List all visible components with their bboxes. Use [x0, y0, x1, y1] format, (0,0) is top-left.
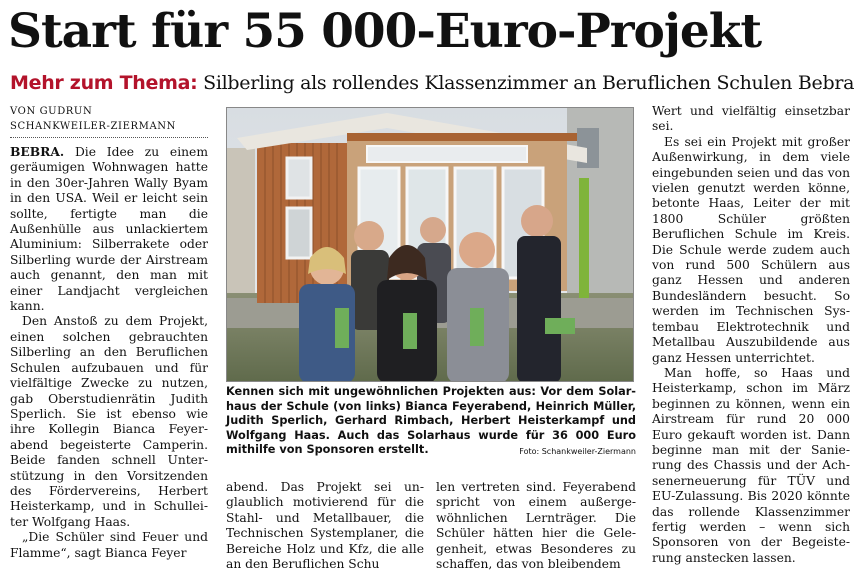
caption-text: Kennen sich mit ungewöhnlichen Projekten aus: Vor dem Solarhaus der Schule (von links) Bianca Feyerabend, Heinrich Müller, Judith Sperlich, Gerhard Rimbach, Herbert Heisterkampf und Wolfgang Haas. Auch das Solarhaus wurde für 36 000 Euro mithilfe von Sponsoren erstellt.: [226, 385, 636, 457]
photo-caption: [226, 385, 636, 460]
photo-illustration: [227, 108, 634, 382]
headline: Start für 55 000-Euro-Projekt: [8, 4, 762, 59]
byline-line-1: VON GUDRUN: [10, 106, 93, 117]
column-3: [436, 480, 636, 572]
byline-line-2: SCHANKWEILER-ZIERMANN: [10, 121, 176, 132]
paragraph: [10, 144, 208, 314]
paragraph: Den Anstoß zu dem Projekt, einen solchen gebrauchten Silberling an den Beruflichen Schulen aufzubauen und für vielfältige Zwecke zu nutzen, gab Oberstudienrätin Judith Sperlich. Sie ist ebenso wie ihre Kollegin Bianca Feyerabend begeisterte Camperin. Beide fanden schnell Unterstützung in den Vorsitzenden des Fördervereins, Herbert Heisterkamp, und in Schulleiter Wolfgang Haas.: [10, 314, 208, 529]
subheadline-text: Silberling als rollendes Klassenzimmer an Beruflichen Schulen Bebra: [197, 72, 855, 94]
dateline: BEBRA.: [10, 144, 65, 159]
paragraph: „Die Schüler sind Feuer und Flamme“, sagt Bianca Feyer: [10, 530, 208, 560]
article-photo: [226, 107, 634, 382]
subheadline-kicker: Mehr zum Thema:: [10, 72, 198, 94]
paragraph-text: Die Idee zu einem geräumigen Wohnwagen hatte in den 30er-Jahren Wally Byam in den USA. Weil er leicht sein sollte, fertigte man die Außenhülle aus unlackiertem Aluminium: Silberrakete oder Silberling wurde der Airstream auch genannt, den man mit einer Landjacht vergleichen kann.: [10, 145, 208, 314]
paragraph: len vertreten sind. Feyerabend spricht von einem außergewöhnlichen Lernträger. Die Schüler hätten hier die Gelegenheit, etwas Besonderes zu schaffen, das von bleibendem: [436, 480, 636, 572]
column-1: [10, 104, 208, 561]
paragraph: Es sei ein Projekt mit großer Außenwirkung, in dem viele eingebunden seien und das von vielen genutzt werden könne, betonte Haas, Leiter der mit 1800 Schüler größten Beruflichen Schule im Kreis. Die Schule werde zudem auch von rund 500 Schülern aus ganz Hessen und anderen Bundesländern besucht. So werden im Technischen Systembau Elektrotechnik und Metallbau Auszubildende aus ganz Hessen unterrichtet.: [652, 134, 850, 365]
paragraph: Wert und vielfältig einsetzbar sei.: [652, 104, 850, 134]
paragraph: abend. Das Projekt sei unglaublich motivierend für die Stahl- und Metallbauer, die Technischen Systemplaner, die Bereiche Holz und Kfz, die alle an den Beruflichen Schu: [226, 480, 424, 572]
column-2: [226, 480, 424, 572]
photo-credit: Foto: Schankweiler-Ziermann: [519, 447, 636, 457]
paragraph: Man hoffe, so Haas und Heisterkamp, schon im März beginnen zu können, wenn ein Airstream für rund 20 000 Euro gekauft worden ist. Dann beginne man mit der Sanierung des Chassis und der Achsenerneuerung für TÜV und EU-Zulassung. Bis 2020 könnte das rollende Klassenzimmer fertig werden – wenn sich Sponsoren von der Begeisterung anstecken lassen.: [652, 365, 850, 565]
byline: [10, 104, 208, 138]
subheadline: [10, 70, 860, 96]
column-4: [652, 104, 850, 566]
